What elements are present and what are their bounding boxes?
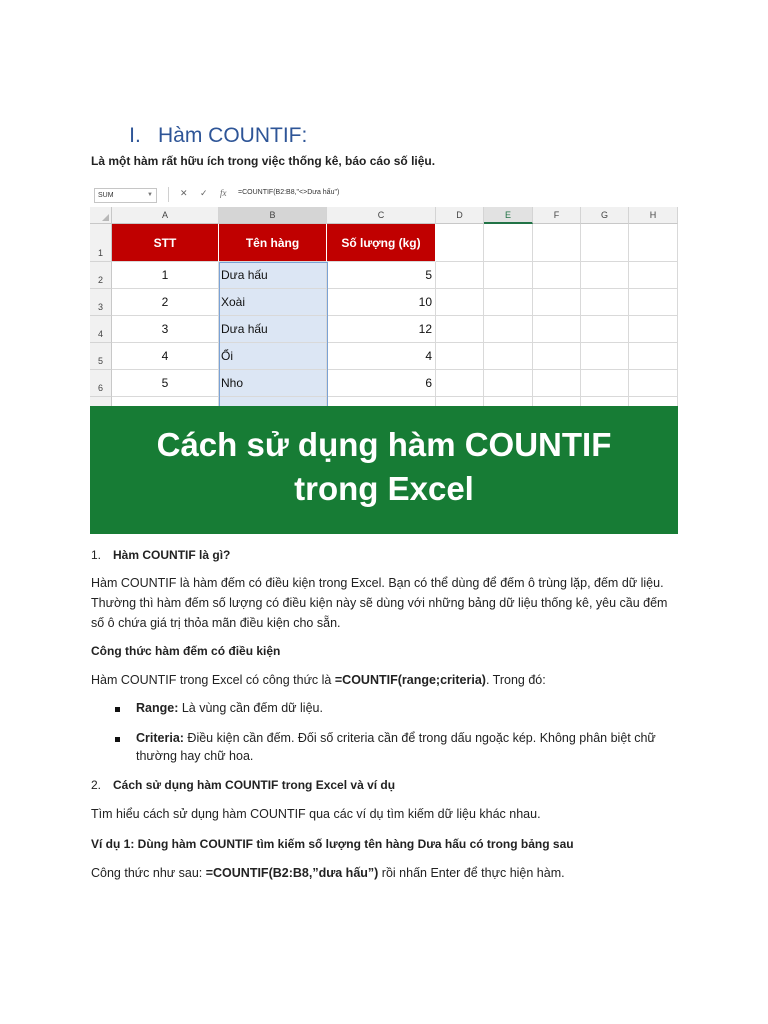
so-luong-cell: 4 — [327, 343, 436, 370]
header-cell-ten-hang: Tên hàng — [219, 224, 327, 262]
formula-bar — [90, 182, 678, 208]
column-header-c: C — [327, 207, 436, 224]
intro-text: Là một hàm rất hữu ích trong việc thống kê, báo cáo số liệu. — [91, 154, 436, 168]
cancel-icon: ✕ — [180, 188, 188, 198]
paragraph-line: Hàm COUNTIF là hàm đếm có điều kiện trong Excel. Bạn có thể dùng để đếm ô trùng lặp, đếm dữ liệu. — [91, 576, 664, 590]
column-header-a: A — [112, 207, 219, 224]
bullet-icon — [115, 707, 120, 712]
banner-line-1: Cách sử dụng hàm COUNTIF — [156, 426, 612, 463]
bullet-range: Range: Là vùng cần đếm dữ liệu. — [136, 701, 323, 715]
enter-icon: ✓ — [200, 188, 208, 198]
empty-cells — [629, 262, 678, 408]
paragraph-line: Thường thì hàm đếm số lượng có điều kiện này sẽ dùng với những bảng dữ liệu thống kê, yêu cầu đếm — [91, 596, 668, 610]
column-header-g: G — [581, 207, 629, 224]
banner-line-2: trong Excel — [294, 470, 474, 507]
section-heading — [112, 124, 307, 148]
cell — [436, 224, 484, 262]
bullet-criteria-cont: thường hay chữ hoa. — [136, 749, 254, 763]
column-header-h: H — [629, 207, 678, 224]
row-header-4: 4 — [90, 316, 112, 343]
example-formula: Công thức như sau: =COUNTIF(B2:B8,”dưa hấu”) rồi nhấn Enter để thực hiện hàm. — [91, 866, 565, 880]
column-header-f: F — [533, 207, 581, 224]
heading-title: Hàm COUNTIF: — [158, 124, 308, 147]
section-1-title: Hàm COUNTIF là gì? — [113, 548, 231, 562]
header-cell-stt: STT — [112, 224, 219, 262]
ten-hang-cell: Dưa hấu — [219, 316, 327, 343]
so-luong-cell: 12 — [327, 316, 436, 343]
example-formula-syntax: =COUNTIF(B2:B8,”dưa hấu”) — [205, 866, 379, 880]
so-luong-cell: 10 — [327, 289, 436, 316]
column-header-b: B — [219, 207, 327, 224]
section-2-heading — [91, 778, 395, 792]
divider — [168, 187, 169, 202]
paragraph-line: số ô chứa giá trị thỏa mãn điều kiện cho sẵn. — [91, 616, 341, 630]
section-2-paragraph: Tìm hiểu cách sử dụng hàm COUNTIF qua các ví dụ tìm kiếm dữ liệu khác nhau. — [91, 807, 541, 821]
name-box: SUM ▼ — [94, 188, 157, 203]
empty-cells — [533, 262, 581, 408]
bullet-icon — [115, 737, 120, 742]
select-all-corner — [90, 207, 112, 224]
ten-hang-cell: Xoài — [219, 289, 327, 316]
heading-number: I. — [129, 124, 141, 147]
stt-cell: 1 — [112, 262, 219, 289]
stt-cell: 4 — [112, 343, 219, 370]
empty-cells — [581, 262, 629, 408]
section-1-heading — [91, 548, 230, 562]
empty-cells — [436, 262, 484, 408]
excel-screenshot — [90, 182, 678, 408]
title-banner — [90, 406, 678, 534]
formula-paragraph: Hàm COUNTIF trong Excel có công thức là =COUNTIF(range;criteria). Trong đó: — [91, 673, 546, 687]
ten-hang-cell: Ổi — [219, 343, 327, 370]
cell — [533, 224, 581, 262]
section-1-number: 1. — [91, 548, 102, 562]
empty-cells — [484, 262, 533, 408]
column-header-d: D — [436, 207, 484, 224]
fx-icon: fx — [220, 188, 227, 198]
column-header-e: E — [484, 207, 533, 224]
formula-text: =COUNTIF(B2:B8,"<>Dưa hấu") — [238, 189, 340, 196]
section-2-number: 2. — [91, 778, 102, 792]
chevron-down-icon: ▼ — [147, 192, 153, 198]
bullet-criteria: Criteria: Điều kiện cần đếm. Đối số criteria cần để trong dấu ngoặc kép. Không phân biệt chữ — [136, 731, 656, 745]
stt-cell: 3 — [112, 316, 219, 343]
header-cell-so-luong: Số lượng (kg) — [327, 224, 436, 262]
row-header-3: 3 — [90, 289, 112, 316]
formula-syntax: =COUNTIF(range;criteria) — [334, 673, 486, 687]
row-header-2: 2 — [90, 262, 112, 289]
ten-hang-cell: Dưa hấu — [219, 262, 327, 289]
row-header-6: 6 — [90, 370, 112, 397]
stt-cell: 2 — [112, 289, 219, 316]
stt-cell: 5 — [112, 370, 219, 397]
formula-subheading: Công thức hàm đếm có điều kiện — [91, 644, 281, 658]
cell — [484, 224, 533, 262]
so-luong-cell: 5 — [327, 262, 436, 289]
so-luong-cell: 6 — [327, 370, 436, 397]
cell — [581, 224, 629, 262]
cell — [629, 224, 678, 262]
example-title: Ví dụ 1: Dùng hàm COUNTIF tìm kiếm số lượng tên hàng Dưa hấu có trong bảng sau — [91, 837, 574, 851]
row-header-5: 5 — [90, 343, 112, 370]
row-header-1: 1 — [90, 224, 112, 262]
ten-hang-cell: Nho — [219, 370, 327, 397]
section-2-title: Cách sử dụng hàm COUNTIF trong Excel và ví dụ — [113, 778, 396, 792]
